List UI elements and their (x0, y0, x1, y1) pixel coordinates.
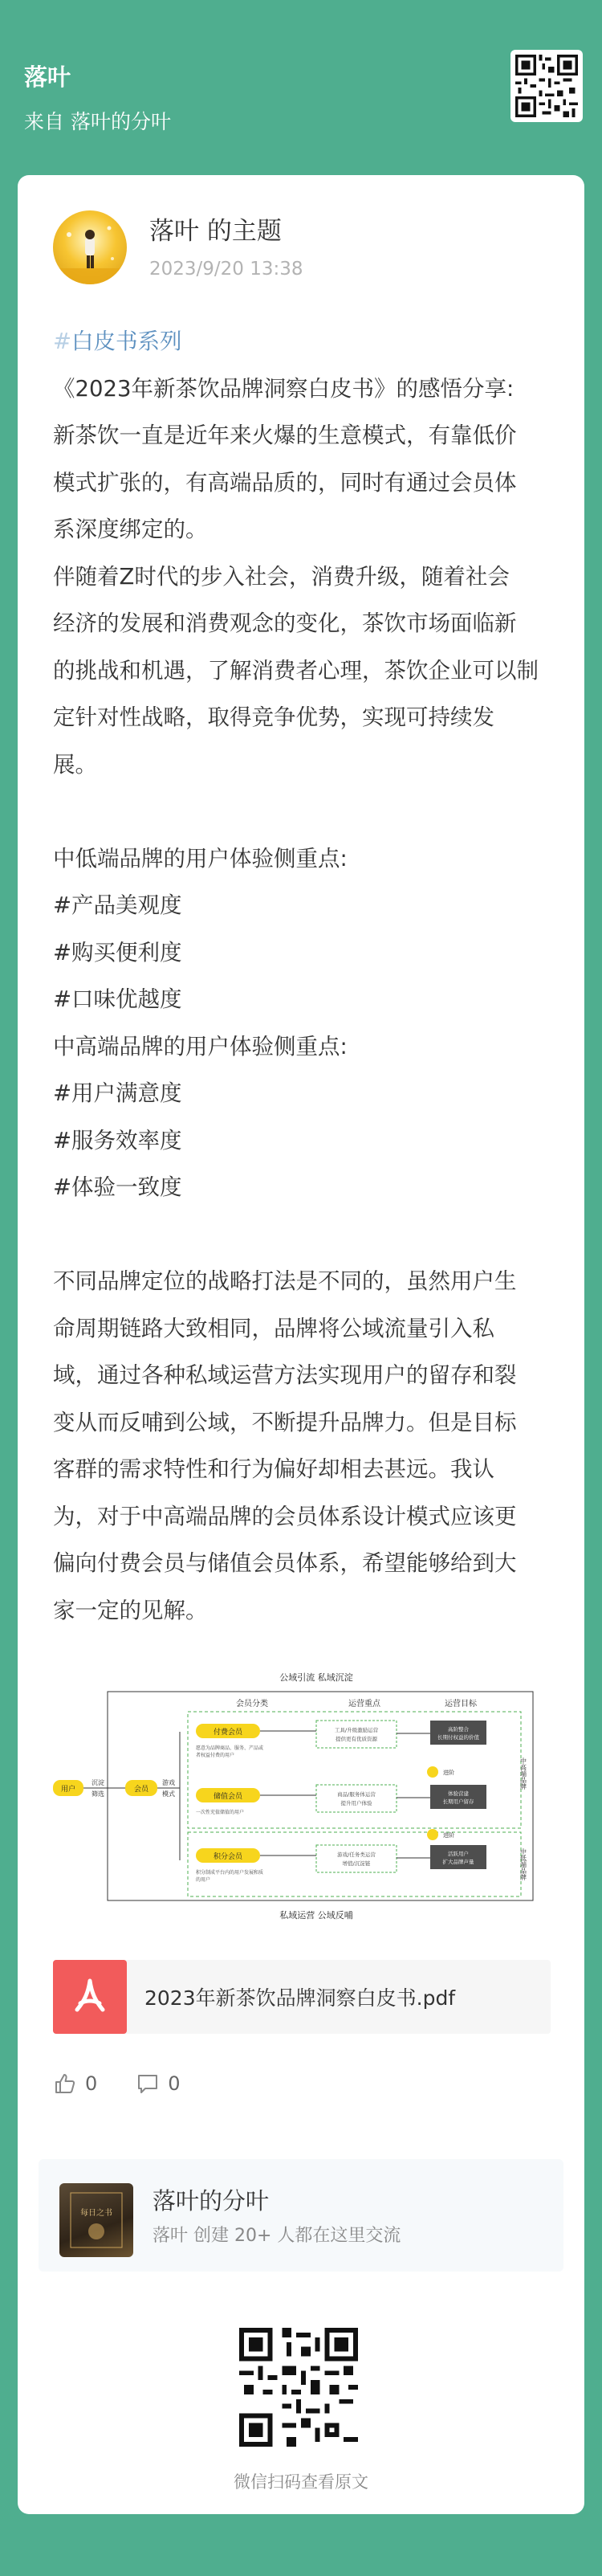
group-thumbnail (59, 2183, 133, 2257)
svg-text:积分制成平台内的用户发展和质: 积分制成平台内的用户发展和质 (196, 1870, 264, 1876)
pdf-attachment[interactable] (53, 1960, 551, 2034)
diagram-top-title: 公域引流 私域沉淀 (279, 1672, 353, 1683)
content-line: 的挑战和机遇，了解消费者心理，茶饮企业可以制 (53, 657, 539, 684)
diagram-paid: 付费会员 (213, 1729, 243, 1737)
content-line: 定针对性战略，取得竞争优势，实现可持续发 (53, 704, 494, 730)
svg-text:愿意为品牌商品、服务、产品或: 愿意为品牌商品、服务、产品或 (196, 1745, 264, 1751)
content-line: 《2023年新茶饮品牌洞察白皮书》的感悟分享: (53, 375, 515, 402)
content-line: #产品美观度 (53, 892, 182, 918)
post-content (53, 318, 555, 1634)
blank-line (53, 788, 555, 835)
membership-diagram-image[interactable] (51, 1668, 559, 1925)
content-line: #用户满意度 (53, 1080, 182, 1106)
svg-text:模式: 模式 (162, 1790, 175, 1798)
author-name[interactable]: 落叶 的主题 (149, 217, 282, 246)
diagram-user: 用户 (60, 1786, 76, 1794)
content-line: #服务效率度 (53, 1127, 182, 1153)
svg-text:进阶: 进阶 (443, 1832, 454, 1839)
group-card[interactable] (39, 2159, 563, 2272)
svg-text:高阶整合: 高阶整合 (448, 1726, 469, 1733)
blank-line (53, 1211, 555, 1259)
like-count: 0 (85, 2072, 98, 2095)
svg-text:商品/服务体运营: 商品/服务体运营 (337, 1791, 376, 1798)
content-line: 命周期链路大致相同，品牌将公域流量引入私 (53, 1315, 494, 1341)
comment-icon[interactable] (136, 2072, 160, 2096)
svg-text:一次性充值储值的用户: 一次性充值储值的用户 (196, 1810, 245, 1815)
diagram-bottom-title: 私域运营 公域反哺 (279, 1910, 353, 1921)
content-line: 伴随着Z时代的步入社会，消费升级，随着社会 (53, 563, 510, 590)
avatar[interactable] (53, 210, 127, 284)
diagram-stored: 储值会员 (213, 1793, 243, 1801)
content-line: #口味优越度 (53, 986, 182, 1012)
svg-text:长期用户留存: 长期用户留存 (442, 1798, 474, 1805)
qr-code-icon (239, 2328, 358, 2447)
svg-text:工具/升级激励运营: 工具/升级激励运营 (334, 1727, 379, 1733)
svg-text:中高端品牌: 中高端品牌 (519, 1757, 527, 1790)
group-info: 落叶 创建 20+ 人都在这里交流 (153, 2226, 401, 2246)
content-line: 客群的需求特性和行为偏好却相去甚远。我认 (53, 1456, 494, 1482)
content-line: 中高端品牌的用户体验侧重点: (53, 1033, 348, 1059)
diagram-member: 会员 (133, 1786, 149, 1794)
qr-caption: 微信扫码查看原文 (234, 2472, 368, 2492)
like-icon[interactable] (53, 2072, 77, 2096)
svg-text:活跃用户: 活跃用户 (448, 1851, 469, 1857)
content-line: 新茶饮一直是近年来火爆的生意模式，有靠低价 (53, 423, 517, 448)
attachment-name: 2023年新茶饮品牌洞察白皮书.pdf (144, 1986, 456, 2010)
content-line: 展。 (53, 751, 97, 778)
group-name: 落叶的分叶 (153, 2187, 270, 2215)
svg-text:者权益付费的用户: 者权益付费的用户 (196, 1753, 235, 1758)
topic-tag[interactable]: #白皮书系列 (53, 329, 182, 354)
group-subtitle: 来自 落叶的分叶 (24, 110, 171, 133)
svg-text:提升用户体验: 提升用户体验 (340, 1800, 372, 1806)
diagram-col-member: 会员分类 (236, 1700, 268, 1708)
content-line: 域，通过各种私域运营方法实现用户的留存和裂 (53, 1362, 517, 1388)
svg-text:提供更有优质资源: 提供更有优质资源 (336, 1736, 377, 1742)
reaction-bar (53, 2069, 219, 2098)
content-line: 系深度绑定的。 (53, 516, 208, 542)
comment-count: 0 (168, 2072, 181, 2095)
content-line: 不同品牌定位的战略打法是不同的，虽然用户生 (53, 1268, 517, 1294)
content-line: 为，对于中高端品牌的会员体系设计模式应该更 (53, 1503, 517, 1529)
content-line: 中低端品牌的用户体验侧重点: (53, 845, 348, 872)
svg-text:筛选: 筛选 (92, 1790, 104, 1798)
diagram-points: 积分会员 (213, 1853, 243, 1861)
diagram-col-ops: 运营重点 (348, 1700, 380, 1708)
content-line: #体验一致度 (53, 1174, 182, 1200)
content-line: 偏向付费会员与储值会员体系，希望能够给到大 (53, 1550, 517, 1576)
post-timestamp: 2023/9/20 13:38 (149, 259, 303, 280)
svg-text:的用户: 的用户 (196, 1877, 211, 1883)
svg-text:中低端品牌: 中低端品牌 (519, 1848, 527, 1880)
svg-text:沉淀: 沉淀 (92, 1779, 104, 1786)
svg-text:长期付权益的价值: 长期付权益的价值 (437, 1734, 479, 1741)
header (0, 0, 602, 169)
pdf-icon (53, 1960, 127, 2034)
svg-text:体验营建: 体验营建 (448, 1790, 469, 1797)
svg-text:进阶: 进阶 (443, 1770, 454, 1776)
content-line: 家一定的见解。 (53, 1597, 208, 1623)
diagram-col-goal: 运营目标 (445, 1700, 477, 1708)
svg-text:游戏: 游戏 (162, 1779, 175, 1786)
svg-text:增值/沉淀链: 增值/沉淀链 (342, 1860, 371, 1867)
group-title: 落叶 (24, 63, 71, 91)
content-line: 经济的发展和消费观念的变化，茶饮市场面临新 (53, 610, 517, 636)
svg-text:每日之书: 每日之书 (80, 2209, 112, 2218)
svg-text:扩大品牌声量: 扩大品牌声量 (442, 1859, 474, 1865)
content-line: 模式扩张的，有高端品质的，同时有通过会员体 (53, 469, 517, 496)
qr-code-icon[interactable] (510, 50, 583, 122)
content-line: 变从而反哺到公域，不断提升品牌力。但是目标 (53, 1409, 517, 1435)
svg-text:游戏/任务类运营: 游戏/任务类运营 (337, 1851, 376, 1858)
post-card (18, 175, 584, 2514)
content-line: #购买便利度 (53, 939, 182, 965)
